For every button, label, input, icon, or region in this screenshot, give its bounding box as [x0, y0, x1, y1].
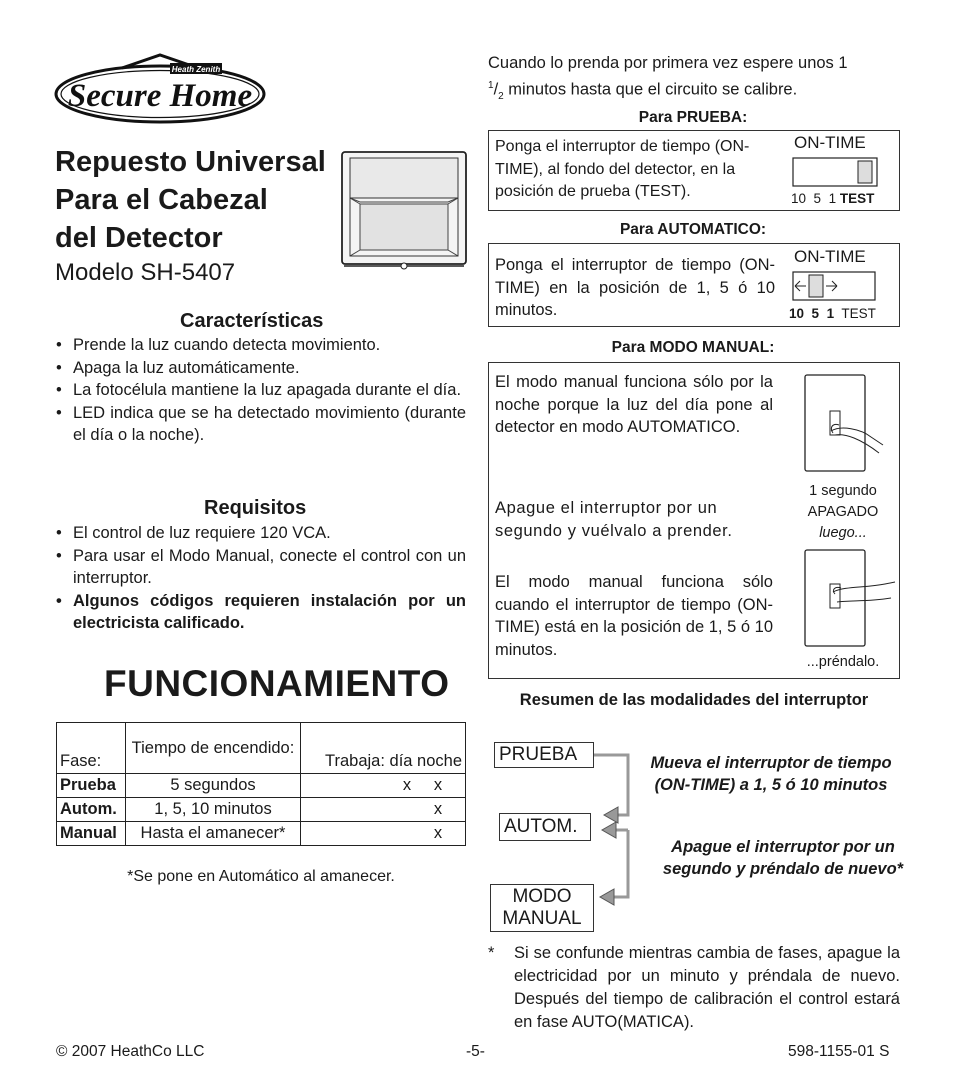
intro-line1: Cuando lo prenda por primera vez espere unos 1 — [488, 54, 848, 72]
switch-scale — [791, 191, 874, 206]
list-item: • LED indica que se ha detectado movimiento (durante el día o la noche). — [56, 402, 466, 447]
model-number: Modelo SH-5407 — [55, 259, 236, 286]
footer-code: 598-1155-01 S — [788, 1043, 890, 1060]
scale-mark: TEST — [839, 191, 875, 206]
scale-mark: 5 — [811, 306, 820, 321]
manual-caption-on: ...préndalo. — [806, 654, 880, 670]
brand-main: Secure Home — [67, 78, 253, 114]
detector-head-illustration — [340, 150, 468, 272]
auto-text: Ponga el interruptor de tiempo (ON-TIME) en la posición de 1, 5 ó 10 minutos. — [495, 256, 775, 319]
header-fase: Fase: — [57, 723, 126, 774]
mode-table — [56, 722, 466, 846]
features-heading: Características — [180, 310, 324, 332]
table-row — [57, 822, 466, 846]
cell-trabaja — [301, 822, 466, 846]
intro-line2: minutos hasta que el circuito se calibre. — [503, 80, 798, 98]
cell-trabaja — [301, 798, 466, 822]
on-time-switch-icon — [792, 271, 876, 301]
wall-switch-off-icon — [801, 373, 885, 473]
manual-label: Para MODO MANUAL: — [611, 339, 775, 356]
list-item: • Para usar el Modo Manual, conecte el control con un interruptor. — [56, 545, 466, 590]
on-time-switch-icon — [792, 157, 878, 187]
list-item: • El control de luz requiere 120 VCA. — [56, 522, 466, 545]
manual-p1: El modo manual funciona sólo por la noche porque la luz del día pone al detector en modo AUTOMATICO. — [495, 373, 773, 436]
caption-line: luego... — [819, 525, 867, 541]
requirements-heading: Requisitos — [204, 497, 307, 519]
scale-mark: 1 — [828, 191, 837, 206]
scale-mark: 10 — [789, 306, 805, 321]
asterisk-note-text: Si se confunde mientras cambia de fases, apague la electricidad por un minuto y préndala de nuevo. Después del tiempo de calibración el control estará en fase AUTO(MATICA). — [514, 944, 900, 1031]
manual-p3: El modo manual funciona sólo cuando el interruptor de tiempo (ON-TIME) está en la posición de 1, 5 ó 10 minutos. — [495, 573, 773, 659]
cell-tiempo: 1, 5, 10 minutos — [126, 798, 301, 822]
list-item: • Prende la luz cuando detecta movimiento. — [56, 334, 466, 357]
mode-manual: MODO MANUAL — [490, 884, 594, 932]
cell-noche: x — [433, 824, 443, 842]
page-title — [55, 143, 345, 257]
title-line: Repuesto Universal — [55, 146, 326, 178]
brand-small: Heath Zenith — [171, 65, 221, 74]
summary-heading: Resumen de las modalidades del interruptor — [519, 691, 869, 709]
test-text: Ponga el interruptor de tiempo (ON-TIME), al fondo del detector, en la posición de prueba (TEST). — [495, 138, 750, 200]
caption-line: APAGADO — [807, 504, 879, 520]
table-footnote: *Se pone en Automático al amanecer. — [127, 868, 395, 885]
auto-label: Para AUTOMATICO: — [619, 221, 767, 238]
fraction-den: 2 — [498, 90, 504, 102]
secure-home-logo — [52, 52, 267, 124]
cell-noche: x — [433, 800, 443, 818]
mode-autom: AUTOM. — [499, 813, 591, 841]
wall-switch-on-icon — [801, 548, 897, 648]
table-row — [57, 798, 466, 822]
cell-fase: Autom. — [57, 798, 126, 822]
title-line: Para el Cabezal — [55, 184, 268, 216]
fraction-num: 1 — [488, 79, 494, 91]
mode-prueba: PRUEBA — [494, 742, 594, 768]
manual-caption — [789, 481, 897, 544]
manual-box — [488, 362, 900, 679]
cell-noche: x — [433, 776, 443, 794]
summary-desc-2: Apague el interruptor por un segundo y préndalo de nuevo* — [662, 838, 904, 878]
list-item: • La fotocélula mantiene la luz apagada durante el día. — [56, 379, 466, 402]
table-row — [57, 774, 466, 798]
cell-fase: Manual — [57, 822, 126, 846]
cell-tiempo: Hasta el amanecer* — [126, 822, 301, 846]
scale-mark: 1 — [826, 306, 835, 321]
switch-scale — [789, 306, 876, 321]
footer-copyright: © 2007 HeathCo LLC — [56, 1043, 205, 1060]
test-label: Para PRUEBA: — [638, 109, 748, 126]
test-box — [488, 130, 900, 211]
header-trabaja: Trabaja: día noche — [301, 723, 466, 774]
cell-trabaja — [301, 774, 466, 798]
table-row — [57, 723, 466, 774]
cell-fase: Prueba — [57, 774, 126, 798]
cell-dia: x — [402, 776, 412, 794]
on-time-label: ON-TIME — [794, 133, 866, 152]
operation-heading: FUNCIONAMIENTO — [104, 663, 450, 704]
header-tiempo: Tiempo de encendido: — [126, 723, 301, 774]
intro-text: Cuando lo prenda por primera vez espere unos 1 $^1/_2$ minutos hasta que el circuito se calibre. — [488, 54, 848, 102]
requirements-list — [56, 522, 466, 635]
scale-mark: 10 — [791, 191, 807, 206]
list-item: • Algunos códigos requieren instalación por un electricista calificado. — [56, 590, 466, 635]
title-line: del Detector — [55, 222, 223, 254]
asterisk-note — [488, 942, 900, 1034]
summary-desc-1: Mueva el interruptor de tiempo (ON-TIME) a 1, 5 ó 10 minutos — [650, 754, 892, 794]
footer-page-number: -5- — [466, 1043, 485, 1060]
cell-tiempo: 5 segundos — [126, 774, 301, 798]
features-list — [56, 334, 466, 447]
scale-mark: TEST — [841, 306, 876, 321]
scale-mark: 5 — [813, 191, 822, 206]
list-item: • Apaga la luz automáticamente. — [56, 357, 466, 380]
auto-box — [488, 243, 900, 327]
on-time-label: ON-TIME — [794, 247, 866, 266]
asterisk: * — [488, 944, 495, 962]
caption-line: 1 segundo — [809, 483, 877, 499]
manual-p2: Apague el interruptor por un segundo y vuélvalo a prender. — [495, 499, 733, 540]
